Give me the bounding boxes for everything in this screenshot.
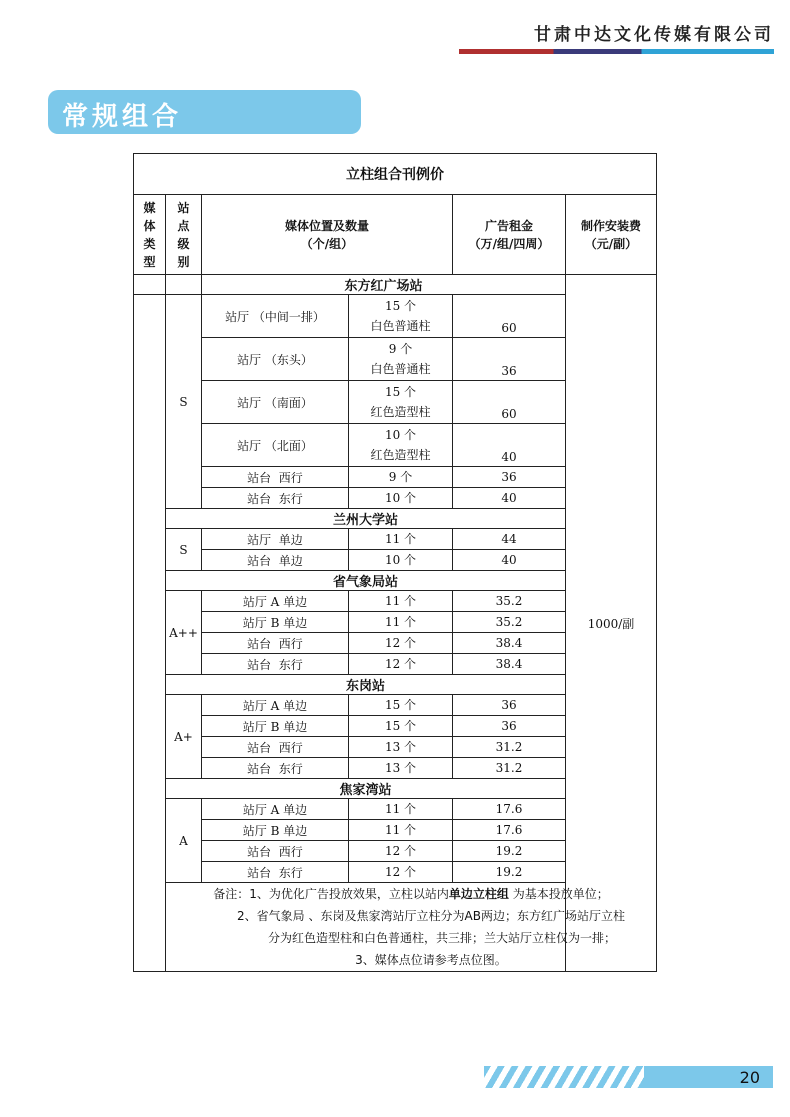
quantity-cell: 15 个 [349, 716, 453, 737]
position-cell: 站台 单边 [202, 550, 349, 571]
quantity-cell: 12 个 [349, 654, 453, 675]
level-cell [166, 275, 202, 295]
note-line-1 [166, 883, 656, 905]
position-cell: 站厅 （北面） [202, 424, 349, 467]
media-type-cell [134, 275, 166, 295]
fee-value: 1000/副 [566, 275, 657, 972]
position-cell: 站厅 B 单边 [202, 612, 349, 633]
position-cell: 站厅 B 单边 [202, 820, 349, 841]
note-text: 1、为优化广告投放效果，立柱以站内 [249, 887, 449, 901]
rent-cell: 19.2 [453, 841, 566, 862]
station-name: 省气象局站 [166, 571, 566, 591]
media-type-body [134, 295, 166, 972]
table-title: 立柱组合刊例价 [134, 154, 657, 195]
rent-cell: 31.2 [453, 758, 566, 779]
rent-cell: 31.2 [453, 737, 566, 758]
quantity-cell: 11 个 [349, 591, 453, 612]
col-header-station-level: 站点级别 [166, 195, 202, 275]
position-cell: 站台 西行 [202, 633, 349, 654]
section-title: 常规组合 [62, 102, 183, 132]
notes-label: 备注： [213, 887, 250, 901]
position-cell: 站厅 （南面） [202, 381, 349, 424]
quantity-cell: 10 个 [349, 488, 453, 509]
position-cell: 站厅 B 单边 [202, 716, 349, 737]
rent-cell: 36 [453, 716, 566, 737]
quantity-cell: 9 个 [349, 467, 453, 488]
position-cell: 站台 西行 [202, 841, 349, 862]
col-header-fee: 制作安装费 （元/副） [566, 195, 657, 275]
rent-cell: 60 [453, 381, 566, 424]
rent-cell: 60 [453, 295, 566, 338]
position-cell: 站台 西行 [202, 737, 349, 758]
header-color-bar [459, 49, 774, 54]
page-number: 20 [739, 1068, 760, 1087]
rate-table [133, 153, 657, 972]
rent-cell: 40 [453, 488, 566, 509]
quantity-cell: 13 个 [349, 758, 453, 779]
quantity-cell: 15 个 [349, 695, 453, 716]
position-cell: 站厅 A 单边 [202, 695, 349, 716]
quantity-cell: 10 个 红色造型柱 [349, 424, 453, 467]
rent-cell: 35.2 [453, 591, 566, 612]
quantity-cell: 12 个 [349, 633, 453, 654]
position-cell: 站厅 A 单边 [202, 591, 349, 612]
col-header-position: 媒体位置及数量 （个/组） [202, 195, 453, 275]
station-name: 兰州大学站 [166, 509, 566, 529]
position-cell: 站台 东行 [202, 862, 349, 883]
note-emphasis: 单边立柱组 [448, 887, 509, 901]
quantity-cell: 11 个 [349, 612, 453, 633]
quantity-cell: 12 个 [349, 841, 453, 862]
col-header-media-type: 媒体类型 [134, 195, 166, 275]
col-header-rent: 广告租金 （万/组/四周） [453, 195, 566, 275]
rent-cell: 36 [453, 338, 566, 381]
quantity-cell: 12 个 [349, 862, 453, 883]
rent-cell: 17.6 [453, 820, 566, 841]
station-name: 东岗站 [166, 675, 566, 695]
position-cell: 站厅 （东头） [202, 338, 349, 381]
note-line-2: 2、省气象局 、东岗及焦家湾站厅立柱分为AB两边；东方红广场站厅立柱 [237, 909, 625, 923]
quantity-cell: 11 个 [349, 529, 453, 550]
rent-cell: 44 [453, 529, 566, 550]
station-level: A++ [166, 591, 202, 675]
rent-cell: 35.2 [453, 612, 566, 633]
station-level: S [166, 529, 202, 571]
position-cell: 站台 西行 [202, 467, 349, 488]
note-line-3: 3、媒体点位请参考点位图。 [355, 953, 507, 967]
position-cell: 站台 东行 [202, 488, 349, 509]
position-cell: 站台 东行 [202, 758, 349, 779]
note-text: 为基本投放单位； [512, 887, 609, 901]
position-cell: 站厅 （中间一排） [202, 295, 349, 338]
quantity-cell: 13 个 [349, 737, 453, 758]
company-name: 甘肃中达文化传媒有限公司 [534, 25, 774, 45]
quantity-cell: 11 个 [349, 820, 453, 841]
station-level: A+ [166, 695, 202, 779]
quantity-cell: 15 个 白色普通柱 [349, 295, 453, 338]
position-cell: 站台 东行 [202, 654, 349, 675]
rent-cell: 19.2 [453, 862, 566, 883]
rent-cell: 36 [453, 695, 566, 716]
quantity-cell: 11 个 [349, 799, 453, 820]
rent-cell: 17.6 [453, 799, 566, 820]
quantity-cell: 15 个 红色造型柱 [349, 381, 453, 424]
notes-cell [166, 883, 657, 972]
rent-cell: 40 [453, 550, 566, 571]
note-line-2b: 分为红色造型柱和白色普通柱，共三排；兰大站厅立柱仅为一排； [267, 931, 616, 945]
position-cell: 站厅 单边 [202, 529, 349, 550]
station-name: 焦家湾站 [166, 779, 566, 799]
quantity-cell: 10 个 [349, 550, 453, 571]
station-level: A [166, 799, 202, 883]
position-cell: 站厅 A 单边 [202, 799, 349, 820]
rent-cell: 38.4 [453, 654, 566, 675]
rent-cell: 38.4 [453, 633, 566, 654]
rent-cell: 40 [453, 424, 566, 467]
rent-cell: 36 [453, 467, 566, 488]
footer-stripes [484, 1066, 644, 1088]
quantity-cell: 9 个 白色普通柱 [349, 338, 453, 381]
station-name: 东方红广场站 [202, 275, 566, 295]
station-level: S [166, 295, 202, 509]
